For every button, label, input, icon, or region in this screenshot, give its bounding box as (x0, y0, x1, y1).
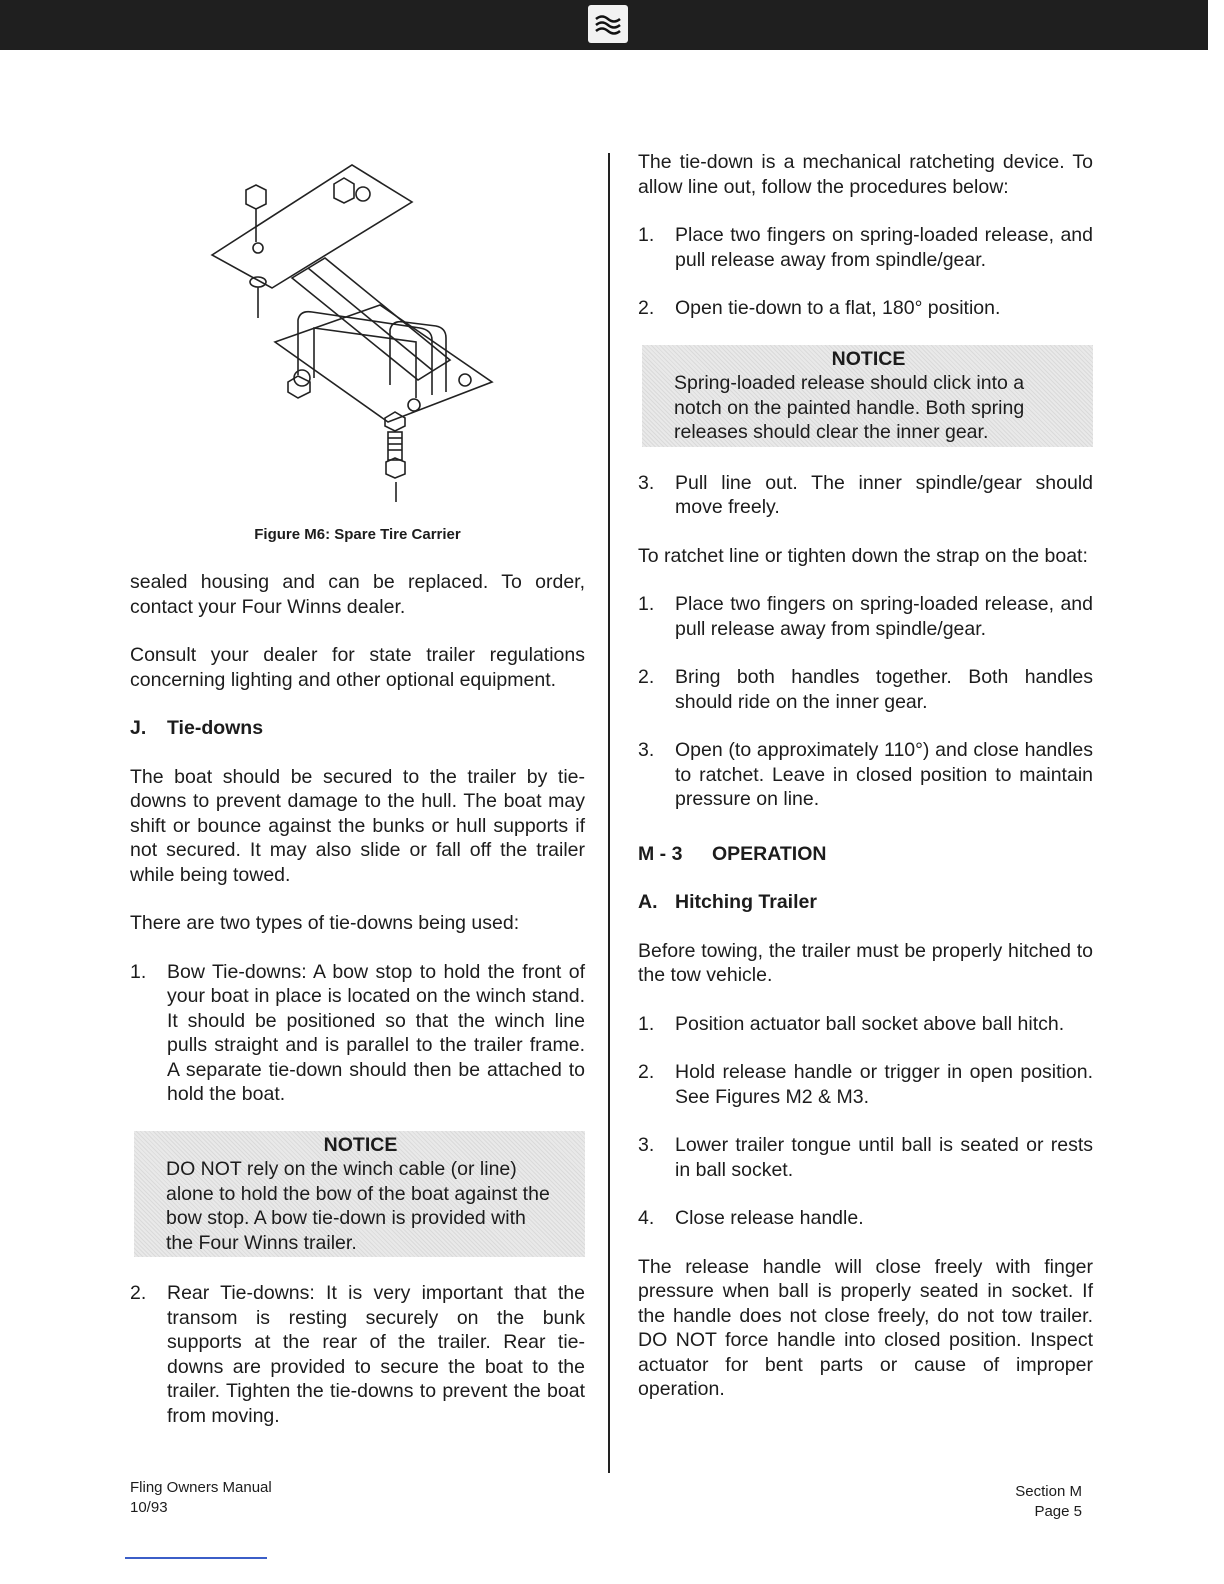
heading-number: J. (130, 717, 147, 739)
list-item (638, 738, 1093, 812)
item-text: Open tie-down to a flat, 180° position. (675, 297, 1001, 319)
item-number: 2. (638, 297, 655, 319)
paragraph: There are two types of tie-downs being used: (130, 912, 520, 934)
section-heading (130, 716, 585, 741)
paragraph: The release handle will close freely with finger pressure when ball is properly seated in socket. If the handle does not close freely, do not tow trailer. DO NOT force handle into closed position. Inspect actuator for bent parts or cause of improper operation. (638, 1255, 1093, 1400)
list-item (638, 1060, 1093, 1109)
subsection-heading (638, 890, 1093, 915)
item-number: 1. (638, 1012, 655, 1035)
item-text: Bow Tie-downs: A bow stop to hold the front of your boat in place is located on the winch stand. It should be positioned so that the winch line pulls straight and is parallel to the trailer frame. A separate tie-down should then be attached to hold the boat. (167, 960, 585, 1105)
section-number: M - 3 (638, 842, 683, 865)
item-text: Close release handle. (675, 1207, 864, 1229)
list-item (638, 1206, 1093, 1231)
paragraph: sealed housing and can be replaced. To order, contact your Four Winns dealer. (130, 571, 585, 618)
list-item (638, 1133, 1093, 1182)
list-item (638, 296, 1093, 321)
notice-text: DO NOT rely on the winch cable (or line) alone to hold the bow of the boat against the bow stop. A bow tie-down is provided with the Four Winns trailer. (166, 1158, 550, 1254)
paragraph: To ratchet line or tighten down the strap on the boat: (638, 544, 1088, 567)
item-text: Place two fingers on spring-loaded release, and pull release away from spindle/gear. (675, 224, 1093, 271)
heading-text: Tie-downs (167, 717, 264, 739)
item-number: 1. (130, 960, 147, 983)
footer-right (940, 1482, 1082, 1522)
section-title: OPERATION (712, 842, 827, 865)
section-heading (638, 842, 1093, 867)
paragraph: The boat should be secured to the trailer by tie-downs to prevent damage to the hull. The boat may shift or bounce against the bunks or hull supports if not secured. It may also slide or fall off the trailer while being towed. (130, 765, 585, 886)
four-winns-logo-icon (588, 5, 628, 43)
item-text: Bring both handles together. Both handles should ride on the inner gear. (675, 666, 1093, 713)
manual-title: Fling Owners Manual (130, 1479, 272, 1496)
figure-caption: Figure M6: Spare Tire Carrier (254, 526, 461, 543)
subsection-title: Hitching Trailer (675, 891, 817, 913)
item-number: 1. (638, 593, 655, 615)
item-text: Open (to approximately 110°) and close handles to ratchet. Leave in closed position to maintain pressure on line. (675, 739, 1093, 810)
item-number: 1. (638, 224, 655, 246)
list-item (638, 665, 1093, 714)
page-number: Page 5 (1034, 1503, 1082, 1520)
notice-box (642, 345, 1093, 447)
notice-title: NOTICE (323, 1133, 398, 1156)
notice-text: Spring-loaded release should click into a notch on the painted handle. Both spring releases should clear the inner gear. (674, 372, 1025, 443)
item-number: 2. (638, 666, 655, 688)
item-text: Rear Tie-downs: It is very important that the transom is resting securely on the bunk supports at the rear of the trailer. Rear tie-downs are provided to secure the boat to the trailer. Tighten the tie-downs to prevent the boat from moving. (167, 1282, 585, 1427)
column-divider (608, 153, 610, 1473)
list-item (638, 592, 1093, 641)
subsection-number: A. (638, 891, 658, 913)
item-text: Position actuator ball socket above ball hitch. (675, 1012, 1065, 1035)
paragraph: Consult your dealer for state trailer regulations concerning lighting and other optional equipment. (130, 644, 585, 691)
item-number: 2. (638, 1061, 655, 1083)
item-number: 3. (638, 1134, 655, 1156)
bottom-rule (125, 1557, 267, 1559)
list-item (638, 223, 1093, 272)
left-column (130, 570, 585, 1452)
right-column (638, 150, 1093, 1426)
notice-title: NOTICE (831, 347, 906, 370)
item-text: Pull line out. The inner spindle/gear should move freely. (675, 471, 1093, 518)
list-item (130, 1281, 585, 1428)
item-text: Lower trailer tongue until ball is seated or rests in ball socket. (675, 1134, 1093, 1181)
item-number: 3. (638, 471, 655, 494)
item-number: 4. (638, 1207, 655, 1229)
list-item (638, 471, 1093, 520)
list-item (130, 960, 585, 1107)
item-text: Hold release handle or trigger in open position. See Figures M2 & M3. (675, 1061, 1093, 1108)
item-text: Place two fingers on spring-loaded release, and pull release away from spindle/gear. (675, 593, 1093, 640)
item-number: 2. (130, 1282, 147, 1304)
spare-tire-carrier-drawing (200, 160, 510, 510)
manual-date: 10/93 (130, 1499, 168, 1516)
notice-box (134, 1131, 585, 1258)
paragraph: The tie-down is a mechanical ratcheting device. To allow line out, follow the procedures below: (638, 151, 1093, 198)
section-label: Section M (1015, 1483, 1082, 1500)
list-item (638, 1012, 1093, 1037)
header-bar (0, 0, 1208, 50)
footer-left (130, 1478, 272, 1518)
paragraph: Before towing, the trailer must be properly hitched to the tow vehicle. (638, 939, 1093, 986)
item-number: 3. (638, 739, 655, 761)
